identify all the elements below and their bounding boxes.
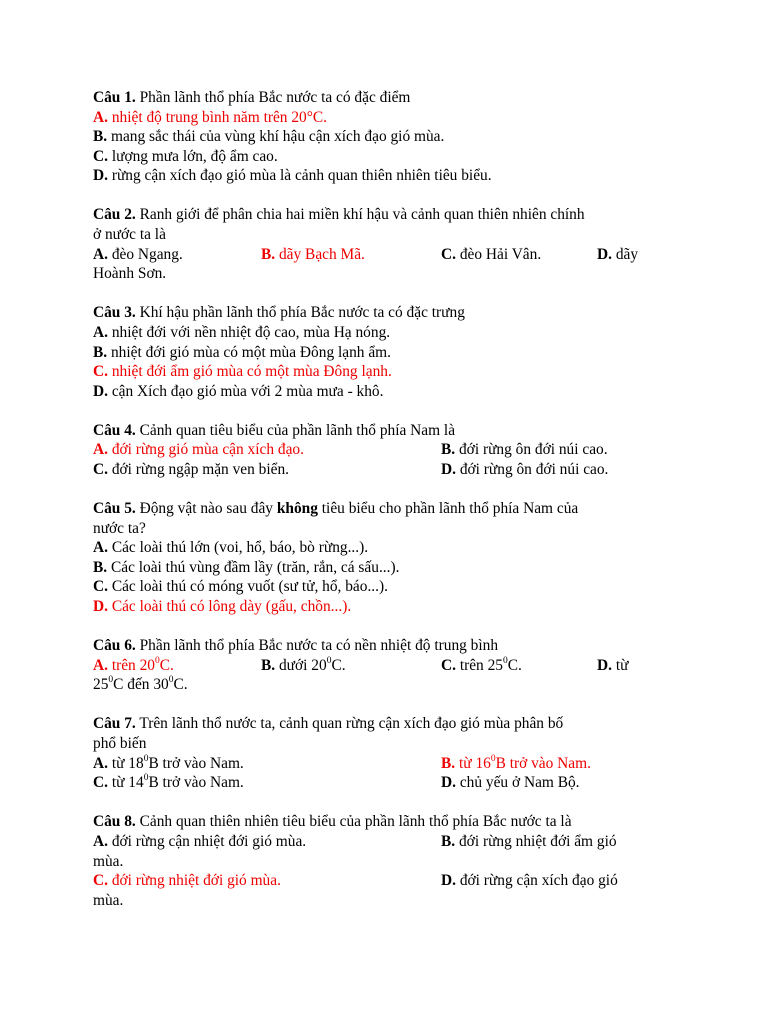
quiz-content xyxy=(93,88,683,930)
option-b xyxy=(261,656,346,676)
option-text: đới rừng cận nhiệt đới gió mùa. xyxy=(111,832,307,850)
option-text: đới rừng nhiệt đới ẩm gió xyxy=(458,832,617,850)
option-c xyxy=(93,773,244,793)
degree-superscript: 0 xyxy=(108,675,114,686)
option-a-correct xyxy=(93,440,304,460)
option-text: C. xyxy=(507,656,522,674)
question-text: tiêu biểu cho phần lãnh thổ phía Nam của xyxy=(321,500,579,518)
option-text: từ 14 xyxy=(111,774,144,792)
question-4-stem xyxy=(93,421,683,441)
degree-superscript: 0 xyxy=(143,773,149,784)
option-letter: B. xyxy=(441,832,456,850)
option-text: nhiệt đới gió mùa có một mùa Đông lạnh ẩm. xyxy=(110,343,391,361)
degree-superscript: 0 xyxy=(326,655,332,666)
question-7 xyxy=(93,714,683,792)
question-5-stem-cont: nước ta? xyxy=(93,519,146,537)
option-b xyxy=(93,558,683,578)
option-text: đới rừng nhiệt đới gió mùa. xyxy=(111,872,281,890)
option-text: đới rừng cận xích đạo gió xyxy=(459,872,618,890)
option-text: B trở vào Nam. xyxy=(148,774,244,792)
option-letter: D. xyxy=(597,245,612,263)
question-text: Cảnh quan thiên nhiên tiêu biểu của phần lãnh thổ phía Bắc nước ta là xyxy=(139,813,572,831)
option-d xyxy=(597,656,628,676)
question-text: Ranh giới để phân chia hai miền khí hậu và cảnh quan thiên nhiên chính xyxy=(139,206,585,224)
degree-superscript: 0 xyxy=(155,655,160,666)
degree-superscript: 0 xyxy=(490,753,496,764)
option-letter: B. xyxy=(93,343,108,361)
option-text: từ xyxy=(615,656,629,674)
options-row xyxy=(93,460,683,480)
option-c xyxy=(93,577,683,597)
question-label: Câu 1. xyxy=(93,89,136,106)
option-b-correct xyxy=(441,754,591,774)
option-letter: D. xyxy=(93,167,108,185)
option-letter: C. xyxy=(93,363,108,381)
option-d xyxy=(441,460,608,480)
question-6 xyxy=(93,636,683,695)
option-letter: B. xyxy=(261,245,276,263)
options-row xyxy=(93,832,683,852)
option-letter: B. xyxy=(441,441,456,459)
option-letter: C. xyxy=(93,774,108,792)
option-text: Các loài thú có lông dày (gấu, chồn...). xyxy=(111,598,352,616)
option-a xyxy=(93,538,683,558)
option-letter: B. xyxy=(93,128,108,146)
option-text: nhiệt đới với nền nhiệt độ cao, mùa Hạ nóng. xyxy=(111,323,391,341)
option-d-correct xyxy=(93,597,683,617)
option-letter: C. xyxy=(93,872,108,890)
option-text: trên 25 xyxy=(459,656,503,674)
option-a xyxy=(93,832,306,852)
options-row xyxy=(93,245,683,265)
question-text: Cảnh quan tiêu biểu của phần lãnh thổ phía Nam là xyxy=(139,421,456,439)
option-c xyxy=(441,656,522,676)
option-letter: A. xyxy=(93,656,108,674)
option-letter: C. xyxy=(441,245,456,263)
option-text: đèo Hải Vân. xyxy=(459,245,542,263)
option-letter: C. xyxy=(93,147,108,165)
options-row xyxy=(93,440,683,460)
question-3-stem xyxy=(93,303,683,323)
question-label: Câu 7. xyxy=(93,715,136,733)
option-d xyxy=(93,166,683,186)
question-4 xyxy=(93,421,683,480)
options-row xyxy=(93,656,683,676)
question-label: Câu 2. xyxy=(93,206,136,224)
question-7-stem-cont: phổ biến xyxy=(93,735,147,753)
question-text: Phần lãnh thổ phía Bắc nước ta có đặc điểm xyxy=(139,89,411,106)
option-text: từ 16 xyxy=(458,754,491,772)
option-a-correct xyxy=(93,656,174,676)
question-2-stem-cont: ở nước ta là xyxy=(93,226,166,244)
option-letter: A. xyxy=(93,108,108,126)
option-text: trên 20 xyxy=(111,656,155,674)
option-c xyxy=(93,147,683,167)
option-text: đới rừng gió mùa cận xích đạo. xyxy=(111,441,304,459)
option-text: từ 18 xyxy=(111,754,144,772)
option-letter: D. xyxy=(441,461,456,478)
option-a xyxy=(93,323,683,343)
question-8 xyxy=(93,812,683,910)
option-letter: C. xyxy=(93,461,108,478)
option-text: đới rừng ngập mặn ven biển. xyxy=(111,461,290,478)
option-d xyxy=(441,773,580,793)
option-letter: B. xyxy=(93,558,108,576)
option-text: B trở vào Nam. xyxy=(495,754,591,772)
option-text: dãy xyxy=(615,245,639,263)
question-label: Câu 3. xyxy=(93,304,136,322)
option-text: dưới 20 xyxy=(278,656,327,674)
option-letter: A. xyxy=(93,754,108,772)
question-label: Câu 5. xyxy=(93,500,136,518)
degree-superscript: 0 xyxy=(503,655,508,666)
option-text: C. xyxy=(159,656,174,674)
option-text: đới rừng ôn đới núi cao. xyxy=(459,461,609,478)
question-5-stem xyxy=(93,499,683,519)
option-text: B trở vào Nam. xyxy=(148,754,244,772)
question-2-stem xyxy=(93,205,683,225)
option-letter: A. xyxy=(93,441,108,459)
option-letter: A. xyxy=(93,245,108,263)
option-text: lượng mưa lớn, độ ẩm cao. xyxy=(111,147,278,165)
degree-superscript: 0 xyxy=(143,753,149,764)
option-text: Các loài thú lớn (voi, hổ, báo, bò rừng...). xyxy=(111,539,369,557)
option-b xyxy=(441,832,617,852)
option-text: C. xyxy=(331,656,346,674)
question-label: Câu 6. xyxy=(93,637,136,655)
question-8-stem xyxy=(93,812,683,832)
option-letter: B. xyxy=(261,656,276,674)
question-text: Phần lãnh thổ phía Bắc nước ta có nền nhiệt độ trung bình xyxy=(139,637,499,655)
option-d-wrap: Hoành Sơn. xyxy=(93,265,167,283)
question-2 xyxy=(93,205,683,283)
option-letter: A. xyxy=(93,323,108,341)
option-letter: C. xyxy=(441,656,456,674)
option-letter: D. xyxy=(93,382,108,400)
option-d-wrap xyxy=(93,675,683,695)
option-letter: A. xyxy=(93,539,108,557)
question-label: Câu 4. xyxy=(93,421,136,439)
option-a-correct xyxy=(93,108,683,128)
option-d xyxy=(597,245,638,265)
option-letter: B. xyxy=(441,754,456,772)
option-b-wrap: mùa. xyxy=(93,852,124,870)
option-letter: A. xyxy=(93,832,108,850)
option-letter: D. xyxy=(597,656,612,674)
options-row xyxy=(93,773,683,793)
degree-superscript: 0 xyxy=(168,675,174,686)
option-text: mang sắc thái của vùng khí hậu cận xích đạo gió mùa. xyxy=(110,128,445,146)
option-text: C. xyxy=(173,676,188,694)
option-text: Các loài thú vùng đầm lầy (trăn, rắn, cá sấu...). xyxy=(110,558,400,576)
option-c-correct xyxy=(93,362,683,382)
options-row xyxy=(93,754,683,774)
option-letter: C. xyxy=(93,578,108,596)
option-a xyxy=(93,754,244,774)
option-text: chủ yếu ở Nam Bộ. xyxy=(459,774,580,792)
option-text: nhiệt độ trung bình năm trên 20°C. xyxy=(111,108,328,126)
question-5 xyxy=(93,499,683,617)
options-row xyxy=(93,871,683,891)
option-text: C đến 30 xyxy=(113,676,169,694)
question-text: Trên lãnh thổ nước ta, cảnh quan rừng cận xích đạo gió mùa phân bố xyxy=(139,715,564,733)
option-c xyxy=(93,460,289,480)
option-text: cận Xích đạo gió mùa với 2 mùa mưa - khô. xyxy=(111,382,384,400)
question-emphasis: không xyxy=(276,500,318,518)
option-text: nhiệt đới ẩm gió mùa có một mùa Đông lạnh. xyxy=(111,363,392,381)
option-b xyxy=(93,127,683,147)
question-label: Câu 8. xyxy=(93,813,136,831)
option-d xyxy=(441,871,618,891)
option-text: 25 xyxy=(93,676,109,694)
question-text: Động vật nào sau đây xyxy=(139,500,273,518)
option-d xyxy=(93,382,683,402)
option-letter: D. xyxy=(441,872,456,890)
question-text: Khí hậu phần lãnh thổ phía Bắc nước ta có đặc trưng xyxy=(139,304,465,322)
option-b-correct xyxy=(261,245,365,265)
option-letter: D. xyxy=(93,598,108,616)
option-letter: D. xyxy=(441,774,456,792)
option-b xyxy=(93,343,683,363)
option-b xyxy=(441,440,608,460)
question-1-stem xyxy=(93,88,683,108)
question-1 xyxy=(93,88,683,186)
option-text: đới rừng ôn đới núi cao. xyxy=(458,441,608,459)
question-7-stem xyxy=(93,714,683,734)
question-3 xyxy=(93,303,683,401)
option-c xyxy=(441,245,541,265)
option-text: dãy Bạch Mã. xyxy=(278,245,365,263)
option-d-wrap: mùa. xyxy=(93,891,124,909)
option-a xyxy=(93,245,183,265)
option-c-correct xyxy=(93,871,281,891)
question-6-stem xyxy=(93,636,683,656)
option-text: rừng cận xích đạo gió mùa là cảnh quan thiên nhiên tiêu biểu. xyxy=(111,167,492,185)
option-text: Các loài thú có móng vuốt (sư tử, hổ, báo...). xyxy=(111,578,388,596)
option-text: đèo Ngang. xyxy=(111,245,183,263)
